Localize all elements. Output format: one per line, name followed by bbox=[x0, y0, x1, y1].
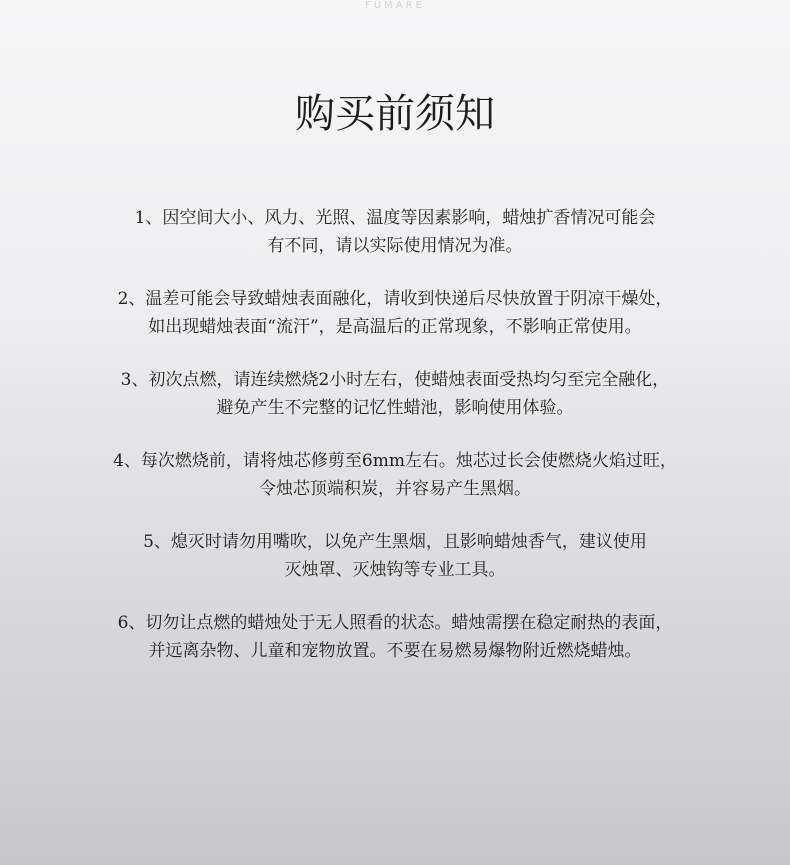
notice-line: 3、初次点燃，请连续燃烧2小时左右，使蜡烛表面受热均匀至完全融化， bbox=[120, 370, 670, 390]
notice-line: 有不同，请以实际使用情况为准。 bbox=[267, 236, 523, 256]
notice-line: 令烛芯顶端积炭，并容易产生黑烟。 bbox=[259, 479, 531, 499]
notice-line: 1、因空间大小、风力、光照、温度等因素影响，蜡烛扩香情况可能会 bbox=[134, 208, 656, 228]
page-title: 购买前须知 bbox=[295, 91, 495, 137]
notice-item-5 bbox=[40, 528, 750, 584]
notice-list bbox=[40, 204, 750, 690]
notice-item-3 bbox=[40, 366, 750, 422]
notice-item-1 bbox=[40, 204, 750, 260]
notice-item-4 bbox=[40, 447, 750, 503]
notice-line: 并远离杂物、儿童和宠物放置。不要在易燃易爆物附近燃烧蜡烛。 bbox=[148, 641, 642, 661]
notice-item-6 bbox=[40, 609, 750, 665]
brand-logo: FUMARE bbox=[365, 0, 425, 11]
notice-line: 避免产生不完整的记忆性蜡池，影响使用体验。 bbox=[216, 398, 574, 418]
notice-item-2 bbox=[40, 285, 750, 341]
notice-line: 灭烛罩、灭烛钩等专业工具。 bbox=[284, 560, 506, 580]
notice-line: 4、每次燃烧前，请将烛芯修剪至6mm左右。烛芯过长会使燃烧火焰过旺， bbox=[113, 451, 677, 471]
notice-line: 5、熄灭时请勿用嘴吹，以免产生黑烟，且影响蜡烛香气，建议使用 bbox=[143, 532, 647, 552]
notice-line: 6、切勿让点燃的蜡烛处于无人照看的状态。蜡烛需摆在稳定耐热的表面， bbox=[117, 613, 673, 633]
notice-line: 如出现蜡烛表面“流汗”，是高温后的正常现象，不影响正常使用。 bbox=[148, 317, 642, 337]
notice-line: 2、温差可能会导致蜡烛表面融化，请收到快递后尽快放置于阴凉干燥处， bbox=[117, 289, 673, 309]
